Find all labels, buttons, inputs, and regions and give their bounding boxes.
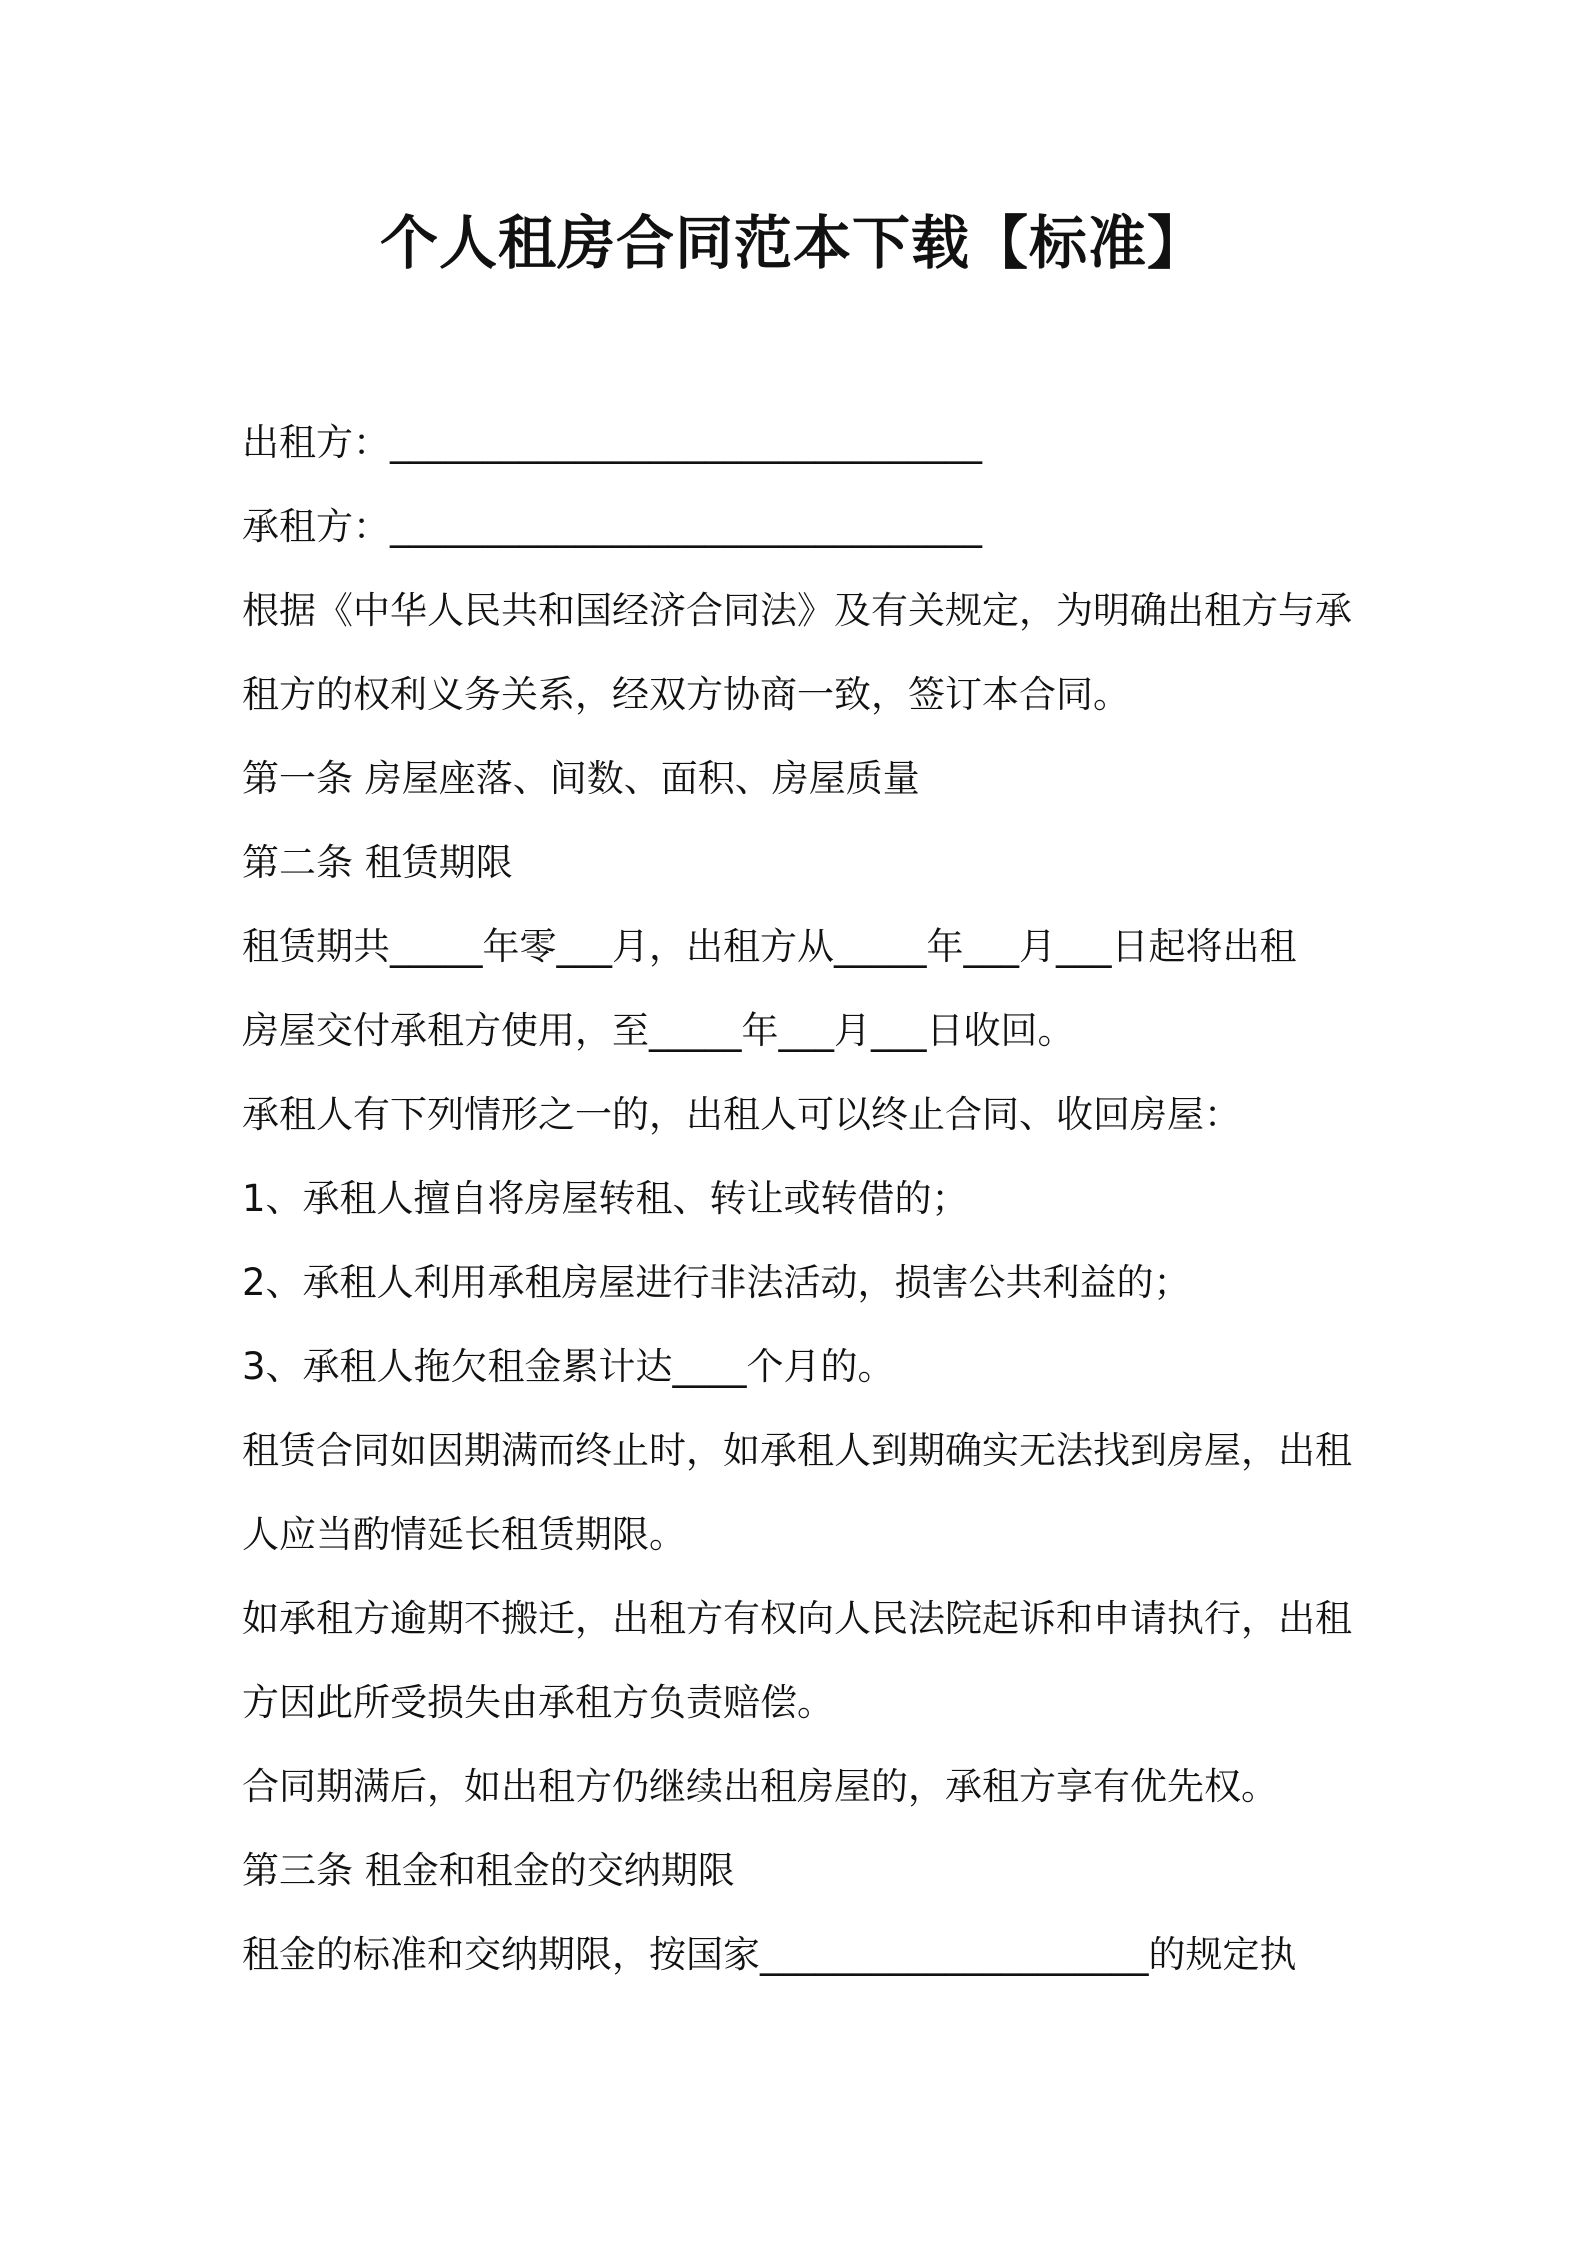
document-title: 个人租房合同范本下载【标准】 (379, 209, 1206, 277)
paragraph-line: 如承租方逾期不搬迁，出租方有权向人民法院起诉和申请执行，出租 (242, 1597, 1352, 1640)
paragraph-line: 承租人有下列情形之一的，出租人可以终止合同、收回房屋： (242, 1093, 1241, 1136)
list-item: 3、承租人拖欠租金累计达____个月的。 (242, 1345, 895, 1388)
paragraph-line: 租方的权利义务关系，经双方协商一致，签订本合同。 (242, 673, 1130, 716)
article-heading: 第一条 房屋座落、间数、面积、房屋质量 (242, 757, 920, 800)
lessee-field-line: 承租方：________________________________ (242, 505, 982, 548)
paragraph-line: 租赁合同如因期满而终止时，如承租人到期确实无法找到房屋，出租 (242, 1429, 1352, 1472)
paragraph-line: 根据《中华人民共和国经济合同法》及有关规定，为明确出租方与承 (242, 589, 1352, 632)
paragraph-line: 房屋交付承租方使用，至_____年___月___日收回。 (242, 1009, 1075, 1052)
list-item: 1、承租人擅自将房屋转租、转让或转借的； (242, 1177, 969, 1220)
paragraph-line: 租金的标准和交纳期限，按国家_____________________的规定执 (242, 1933, 1297, 1976)
list-item: 2、承租人利用承租房屋进行非法活动，损害公共利益的； (242, 1261, 1191, 1304)
paragraph-line: 合同期满后，如出租方仍继续出租房屋的，承租方享有优先权。 (242, 1765, 1278, 1808)
paragraph-line: 租赁期共_____年零___月，出租方从_____年___月___日起将出租 (242, 925, 1297, 968)
article-heading: 第二条 租赁期限 (242, 841, 513, 884)
lessor-field-line: 出租方：________________________________ (242, 421, 982, 464)
paragraph-line: 方因此所受损失由承租方负责赔偿。 (242, 1681, 834, 1724)
paragraph-line: 人应当酌情延长租赁期限。 (242, 1513, 686, 1556)
article-heading: 第三条 租金和租金的交纳期限 (242, 1849, 735, 1892)
